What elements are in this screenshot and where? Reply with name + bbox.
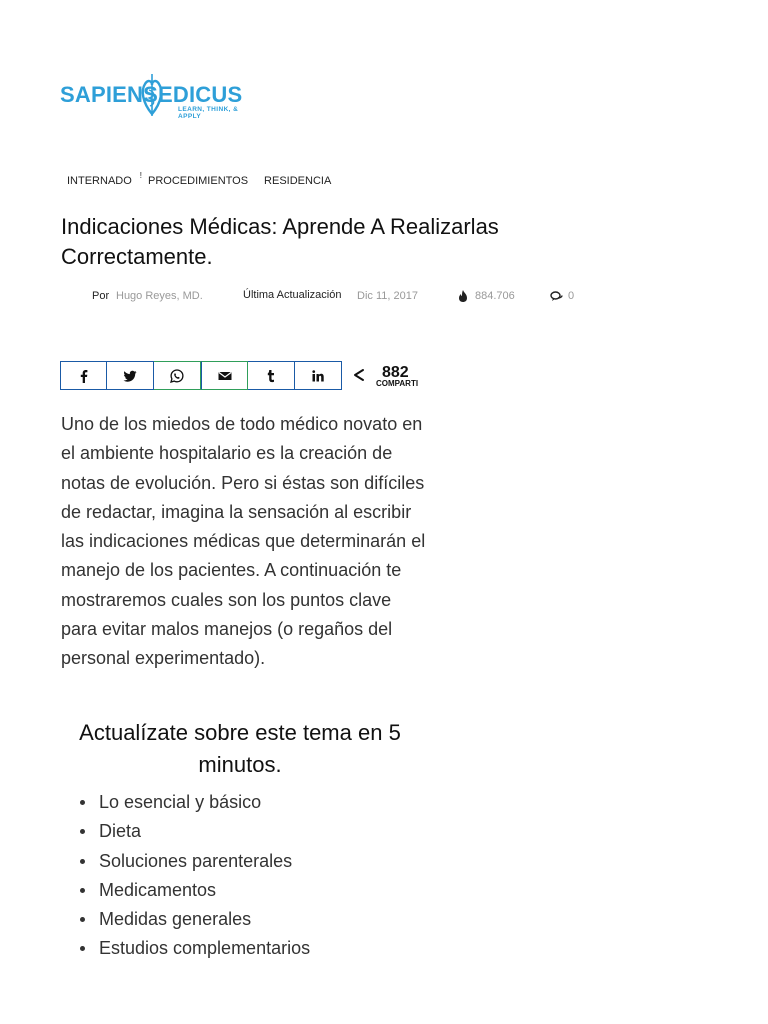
views-count: 884.706 — [475, 290, 515, 302]
by-label: Por — [92, 290, 110, 302]
share-facebook-button[interactable] — [60, 361, 107, 390]
fire-icon — [457, 290, 469, 302]
category-links — [67, 171, 332, 187]
share-icon — [352, 368, 366, 382]
author-link[interactable]: Hugo Reyes, MD. — [116, 290, 203, 302]
share-count-label: COMPARTI — [376, 379, 419, 388]
updated-label: Última Actualización — [243, 289, 342, 301]
share-whatsapp-button[interactable] — [154, 361, 201, 390]
list-item: Soluciones parenterales — [99, 847, 310, 876]
comments-count[interactable]: 0 — [568, 290, 575, 302]
linkedin-icon — [311, 369, 325, 383]
article-meta — [0, 290, 768, 306]
twitter-icon — [123, 369, 137, 383]
whatsapp-icon — [170, 369, 184, 383]
topic-list — [99, 788, 310, 964]
category-separator: ! — [139, 171, 143, 180]
category-link-internado[interactable]: INTERNADO — [67, 175, 132, 187]
category-link-procedimientos[interactable]: PROCEDIMIENTOS — [148, 175, 249, 187]
section-heading: Actualízate sobre este tema en 5 minutos. — [79, 720, 401, 777]
comments-icon[interactable] — [550, 291, 563, 302]
updated-date: Dic 11, 2017 — [357, 290, 418, 302]
share-tumblr-button[interactable] — [248, 361, 295, 390]
email-icon — [218, 369, 232, 383]
list-item: Dieta — [99, 817, 310, 846]
logo-text-medicus: EDICUS — [158, 82, 243, 107]
share-counter — [352, 364, 428, 392]
logo-tagline: LEARN, THINK, & APPLY — [178, 106, 239, 120]
list-item: Estudios complementarios — [99, 934, 310, 963]
logo-text-sapiens: SAPIENS — [60, 82, 158, 107]
list-item: Medidas generales — [99, 905, 310, 934]
share-email-button[interactable] — [201, 361, 248, 390]
list-item: Medicamentos — [99, 876, 310, 905]
facebook-icon — [77, 369, 91, 383]
tumblr-icon — [264, 369, 278, 383]
share-bar — [60, 361, 342, 390]
article-title: Indicaciones Médicas: Aprende A Realizarlas Correctamente. — [61, 214, 499, 269]
site-logo[interactable] — [60, 68, 250, 124]
share-count-number: 882 — [382, 364, 409, 381]
share-linkedin-button[interactable] — [295, 361, 342, 390]
list-item: Lo esencial y básico — [99, 788, 310, 817]
article-intro: Uno de los miedos de todo médico novato en el ambiente hospitalario es la creación de notas de evolución. Pero si éstas son difíciles de redactar, imagina la sensación al escribir las indicaciones médicas que determinarán el manejo de los pacientes. A continuación te mostraremos cuales son los puntos clave para evitar malos manejos (o regaños del personal experimentado). — [61, 414, 426, 669]
category-link-residencia[interactable]: RESIDENCIA — [264, 175, 332, 187]
share-twitter-button[interactable] — [107, 361, 154, 390]
